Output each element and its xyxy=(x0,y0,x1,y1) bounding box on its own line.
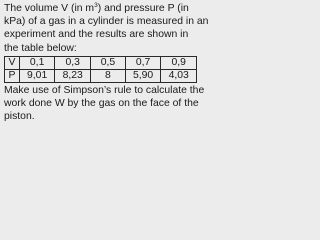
table-cell: 9,01 xyxy=(19,69,55,82)
table-cell: 5,90 xyxy=(125,69,161,82)
question-line-2: work done W by the gas on the face of the xyxy=(4,98,199,110)
intro-line-1-text-end: ) and pressure P (in xyxy=(97,3,189,14)
table-row-p xyxy=(5,69,197,82)
question-line-3: piston. xyxy=(4,111,35,123)
intro-line-4: the table below: xyxy=(4,42,77,54)
table-cell: 4,03 xyxy=(161,69,197,82)
intro-line-2: kPa) of a gas in a cylinder is measured in an xyxy=(4,16,209,28)
intro-line-1-text: The volume V (in m xyxy=(4,3,95,14)
table-cell: 0,1 xyxy=(19,56,55,69)
table-header-cell-v: V xyxy=(5,56,20,69)
table-cell: 0,5 xyxy=(91,56,126,69)
table-cell: 0,7 xyxy=(125,56,161,69)
document-page xyxy=(0,0,209,131)
question-line-1: Make use of Simpson’s rule to calculate the xyxy=(4,84,205,96)
intro-line-3: experiment and the results are shown in xyxy=(4,29,189,41)
data-table xyxy=(4,56,197,83)
table-cell: 0,3 xyxy=(55,56,91,69)
table-cell: 8 xyxy=(91,69,126,82)
table-row-v xyxy=(5,56,197,69)
intro-paragraph xyxy=(4,2,209,55)
question-paragraph xyxy=(4,84,205,124)
intro-line-1 xyxy=(4,2,197,15)
cubic-superscript: 3 xyxy=(94,2,98,9)
table-cell: 8,23 xyxy=(55,69,91,82)
table-cell: 0,9 xyxy=(161,56,197,69)
table-header-cell-p: P xyxy=(5,69,20,82)
